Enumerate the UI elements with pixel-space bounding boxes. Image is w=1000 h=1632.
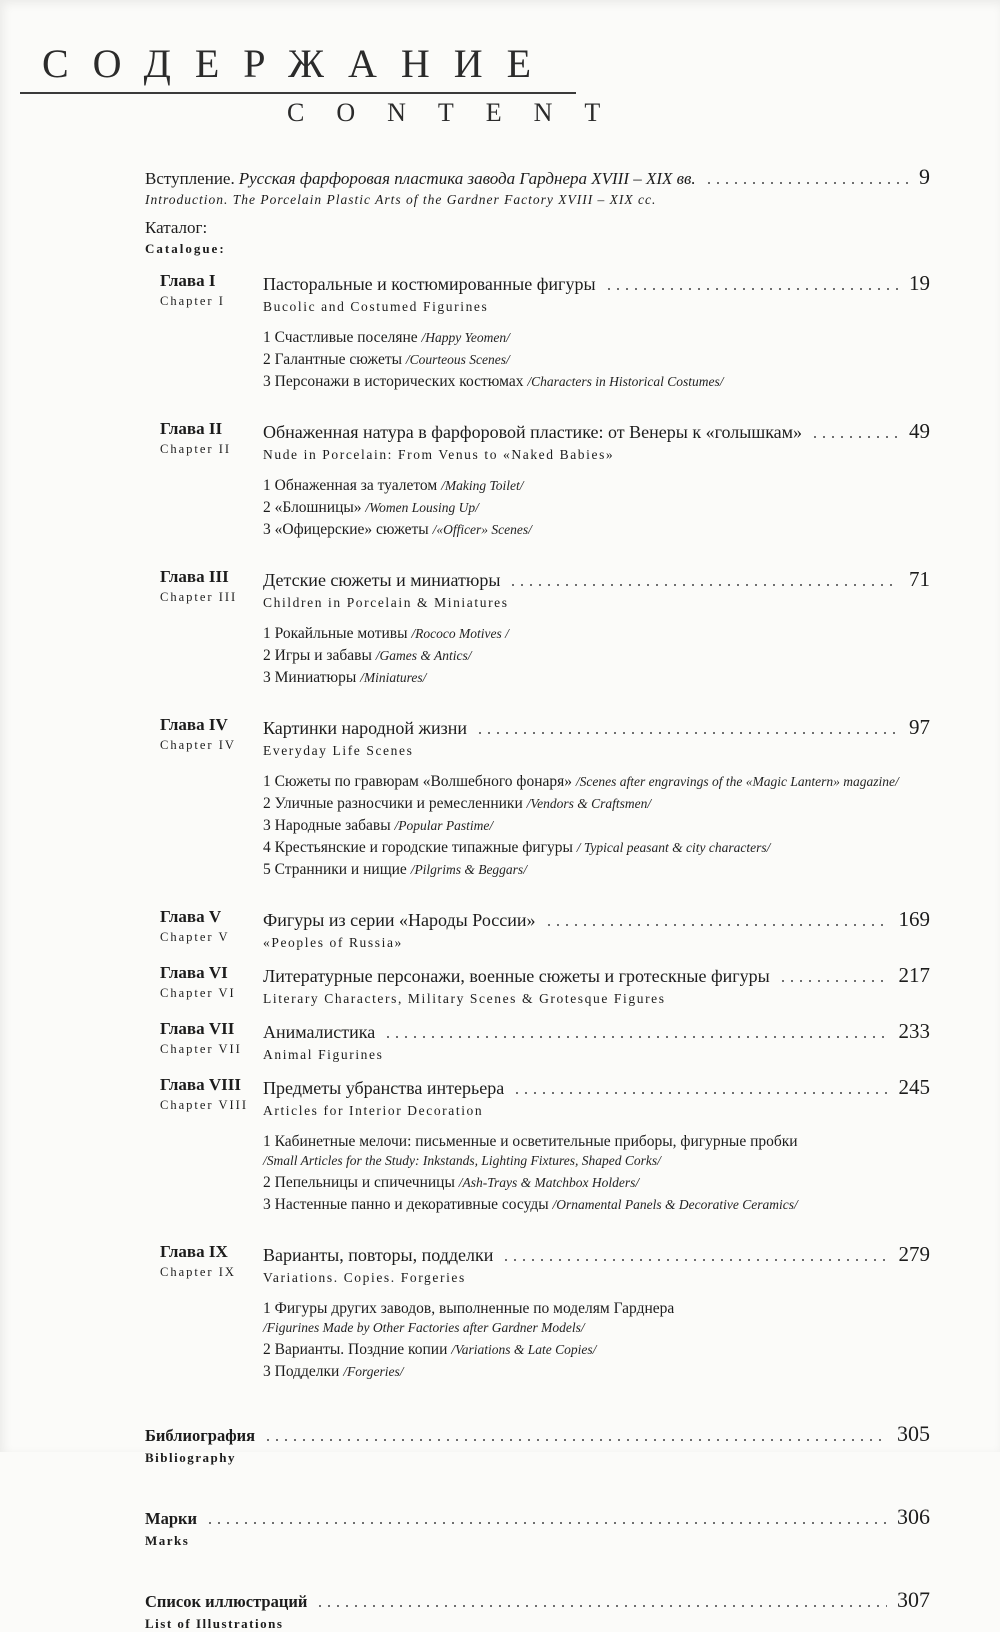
- intro-row: [145, 164, 930, 190]
- subitem-list: [263, 1298, 930, 1382]
- subitem-text-ru: 2 Игры и забавы: [263, 647, 372, 664]
- leader-dots: [505, 1259, 888, 1261]
- intro-entry: [145, 164, 930, 208]
- chapter-main: [263, 715, 930, 881]
- footer-label-ru: Библиография: [145, 1426, 256, 1445]
- subitem: [263, 497, 930, 518]
- subitem-text-en: /Happy Yeomen/: [421, 330, 510, 345]
- page-number: 245: [898, 1075, 930, 1099]
- footer-label-en: Marks: [145, 1533, 190, 1548]
- footer-label-en: Bibliography: [145, 1450, 236, 1465]
- page-header: [0, 42, 1000, 128]
- chapter-title-row: [263, 907, 930, 932]
- chapter-entry-6: [160, 963, 930, 1007]
- chapter-title-en: «Peoples of Russia»: [263, 935, 403, 950]
- subitem-text-en: /Figurines Made by Other Factories after Gardner Models/: [263, 1320, 585, 1335]
- subitem-list: [263, 327, 930, 392]
- chapter-label-en: Chapter VII: [160, 1042, 242, 1056]
- page-number: 305: [897, 1421, 930, 1446]
- chapter-label-ru: Глава II: [160, 419, 223, 438]
- subitem-text-en: /Making Toilet/: [441, 478, 524, 493]
- chapter-title-ru: Фигуры из серии «Народы России»: [263, 910, 536, 930]
- chapter-title-row: [263, 715, 930, 740]
- chapter-entry-4: [160, 715, 930, 881]
- subitem: [263, 475, 930, 496]
- chapter-entry-2: [160, 419, 930, 541]
- chapter-label-ru: Глава VII: [160, 1019, 235, 1038]
- leader-dots: [479, 732, 899, 734]
- intro-line-en: Introduction. The Porcelain Plastic Arts of the Gardner Factory XVIII – XIX cc.: [145, 192, 657, 207]
- subitem: [263, 1361, 930, 1382]
- subitem-text-en: /Popular Pastime/: [394, 818, 494, 833]
- subitem: [263, 667, 930, 688]
- page-number: 97: [909, 715, 930, 739]
- chapter-title-en: Children in Porcelain & Miniatures: [263, 595, 509, 610]
- subitem-text-ru: 2 Пепельницы и спичечницы: [263, 1174, 455, 1191]
- chapter-label: [160, 271, 263, 393]
- chapter-title-en: Variations. Copies. Forgeries: [263, 1270, 466, 1285]
- subitem-text-ru: 5 Странники и нищие: [263, 861, 407, 878]
- subitem: [263, 519, 930, 540]
- chapter-label-ru: Глава I: [160, 271, 216, 290]
- leader-dots: [267, 1439, 887, 1441]
- chapter-main: [263, 1075, 930, 1216]
- subitem-text-ru: 2 «Блошницы»: [263, 499, 362, 516]
- chapter-label: [160, 715, 263, 881]
- subitem-text-ru: 3 Народные забавы: [263, 817, 391, 834]
- chapter-label-en: Chapter VIII: [160, 1098, 248, 1112]
- footer-label-ru: Список иллюстраций: [145, 1592, 308, 1611]
- chapter-label: [160, 963, 263, 1007]
- subitem: [263, 645, 930, 666]
- subitem-text-en: /Scenes after engravings of the «Magic Lantern» magazine/: [575, 774, 899, 789]
- chapter-title-en: Everyday Life Scenes: [263, 743, 414, 758]
- footer-label-ru: Марки: [145, 1509, 198, 1528]
- chapter-title-ru: Детские сюжеты и миниатюры: [263, 570, 501, 590]
- chapter-entry-7: [160, 1019, 930, 1063]
- subitem: [263, 1339, 930, 1360]
- subitem-text-ru: 3 Миниатюры: [263, 669, 357, 686]
- page-number: 9: [919, 164, 930, 189]
- chapter-label-en: Chapter III: [160, 590, 238, 604]
- chapter-label-ru: Глава VI: [160, 963, 228, 982]
- chapter-title-ru: Картинки народной жизни: [263, 718, 468, 738]
- footer-row: [145, 1421, 930, 1447]
- chapter-title-ru: Литературные персонажи, военные сюжеты и гротескные фигуры: [263, 966, 770, 986]
- subitem: [263, 771, 930, 792]
- chapter-title-row: [263, 567, 930, 592]
- subitem-text-en: /Ornamental Panels & Decorative Ceramics/: [552, 1197, 798, 1212]
- subitem-text-ru: 1 Счастливые поселяне: [263, 329, 418, 346]
- chapter-main: [263, 1019, 930, 1063]
- subitem-text-ru: 3 «Офицерские» сюжеты: [263, 521, 429, 538]
- page-title-english: CONTENT: [287, 98, 633, 127]
- chapter-entry-1: [160, 271, 930, 393]
- chapter-title-ru: Пасторальные и костюмированные фигуры: [263, 274, 596, 294]
- chapter-label-ru: Глава VIII: [160, 1075, 241, 1094]
- leader-dots: [387, 1036, 888, 1038]
- leader-dots: [516, 1092, 888, 1094]
- subitem-text-en: /Vendors & Craftsmen/: [526, 796, 652, 811]
- catalogue-label-ru: Каталог:: [145, 218, 208, 237]
- subitem-text-en: /Courteous Scenes/: [405, 352, 510, 367]
- subitem-list: [263, 1131, 930, 1215]
- page-number: 49: [909, 419, 930, 443]
- illustrations-entry: [145, 1587, 930, 1632]
- chapter-label-en: Chapter I: [160, 294, 225, 308]
- chapter-label-ru: Глава IX: [160, 1242, 228, 1261]
- chapter-label-en: Chapter IX: [160, 1265, 236, 1279]
- chapter-label-en: Chapter II: [160, 442, 232, 456]
- subitem: [263, 623, 930, 644]
- header-rule: [20, 92, 576, 94]
- chapter-label: [160, 907, 263, 951]
- subitem: [263, 349, 930, 370]
- subitem-text-en: /Pilgrims & Beggars/: [410, 862, 527, 877]
- subitem: [263, 1172, 930, 1193]
- page-number: 169: [898, 907, 930, 931]
- chapter-title-en: Animal Figurines: [263, 1047, 384, 1062]
- subitem-text-ru: 3 Настенные панно и декоративные сосуды: [263, 1196, 549, 1213]
- subitem-text-en: / Typical peasant & city characters/: [576, 840, 771, 855]
- page-number: 306: [897, 1504, 930, 1529]
- chapter-entry-3: [160, 567, 930, 689]
- subitem-text-ru: 1 Кабинетные мелочи: письменные и осветительные приборы, фигурные пробки: [263, 1133, 798, 1150]
- subitem-text-ru: 2 Галантные сюжеты: [263, 351, 403, 368]
- chapter-list: [145, 271, 930, 1383]
- chapter-entry-9: [160, 1242, 930, 1383]
- chapter-main: [263, 907, 930, 951]
- chapter-title-ru: Обнаженная натура в фарфоровой пластике: от Венеры к «голышкам»: [263, 422, 803, 442]
- chapter-title-row: [263, 1075, 930, 1100]
- page-number: 71: [909, 567, 930, 591]
- page-number: 233: [898, 1019, 930, 1043]
- subitem-text-en: /Rococo Motives /: [411, 626, 509, 641]
- chapter-label: [160, 1075, 263, 1216]
- subitem-text-ru: 1 Рокайльные мотивы: [263, 625, 408, 642]
- chapter-label-ru: Глава V: [160, 907, 222, 926]
- leader-dots: [608, 288, 899, 290]
- subitem-text-ru: 1 Фигуры других заводов, выполненные по моделям Гарднера: [263, 1300, 675, 1317]
- intro-title-ru: Русская фарфоровая пластика завода Гарднера XVIII – XIX вв.: [238, 169, 696, 188]
- chapter-label: [160, 1242, 263, 1383]
- chapter-title-row: [263, 419, 930, 444]
- leader-dots: [512, 584, 899, 586]
- subitem: [263, 859, 930, 880]
- chapter-title-ru: Предметы убранства интерьера: [263, 1078, 505, 1098]
- chapter-title-en: Articles for Interior Decoration: [263, 1103, 484, 1118]
- subitem: [263, 1194, 930, 1215]
- chapter-title-row: [263, 963, 930, 988]
- chapter-title-en: Bucolic and Costumed Figurines: [263, 299, 489, 314]
- subitem-text-ru: 3 Подделки: [263, 1363, 340, 1380]
- chapter-title-row: [263, 1019, 930, 1044]
- chapter-title-ru: Анималистика: [263, 1022, 376, 1042]
- chapter-label-en: Chapter IV: [160, 738, 236, 752]
- page-number: 217: [898, 963, 930, 987]
- subitem-text-en: /Characters in Historical Costumes/: [527, 374, 724, 389]
- catalogue-heading: [145, 218, 930, 257]
- chapter-main: [263, 567, 930, 689]
- subitem-text-en: /Forgeries/: [343, 1364, 404, 1379]
- subitem-text-en: /Women Lousing Up/: [365, 500, 479, 515]
- chapter-entry-5: [160, 907, 930, 951]
- subitem: [263, 793, 930, 814]
- subitem: [263, 837, 930, 858]
- page-number: 19: [909, 271, 930, 295]
- chapter-label: [160, 419, 263, 541]
- page-title-russian: СОДЕРЖАНИЕ: [42, 41, 556, 86]
- leader-dots: [209, 1522, 887, 1524]
- subitem-list: [263, 623, 930, 688]
- chapter-entry-8: [160, 1075, 930, 1216]
- leader-dots: [708, 182, 909, 184]
- page-number: 279: [898, 1242, 930, 1266]
- table-of-contents: [145, 164, 930, 1632]
- subitem-text-en: /Small Articles for the Study: Inkstands, Lighting Fixtures, Shaped Corks/: [263, 1153, 661, 1168]
- chapter-title-en: Literary Characters, Military Scenes & Grotesque Figures: [263, 991, 666, 1006]
- subitem-list: [263, 771, 930, 880]
- subitem-text-ru: 2 Варианты. Поздние копии: [263, 1341, 448, 1358]
- subitem-text-ru: 4 Крестьянские и городские типажные фигуры: [263, 839, 573, 856]
- leader-dots: [814, 436, 899, 438]
- chapter-title-en: Nude in Porcelain: From Venus to «Naked Babies»: [263, 447, 615, 462]
- subitem-text-ru: 1 Сюжеты по гравюрам «Волшебного фонаря»: [263, 773, 573, 790]
- chapter-label: [160, 1019, 263, 1063]
- subitem-text-en: /Games & Antics/: [375, 648, 472, 663]
- chapter-title-row: [263, 1242, 930, 1267]
- marks-entry: [145, 1504, 930, 1549]
- chapter-title-row: [263, 271, 930, 296]
- footer-label-en: List of Illustrations: [145, 1616, 284, 1631]
- chapter-label-en: Chapter VI: [160, 986, 236, 1000]
- subitem-text-en: /«Officer» Scenes/: [432, 522, 532, 537]
- subitem: [263, 371, 930, 392]
- subitem-text-ru: 3 Персонажи в исторических костюмах: [263, 373, 524, 390]
- bibliography-entry: [145, 1421, 930, 1466]
- intro-label-ru: Вступление.: [145, 169, 235, 188]
- chapter-label-en: Chapter V: [160, 930, 230, 944]
- chapter-label-ru: Глава IV: [160, 715, 228, 734]
- chapter-main: [263, 419, 930, 541]
- chapter-main: [263, 1242, 930, 1383]
- leader-dots: [782, 980, 889, 982]
- leader-dots: [319, 1605, 887, 1607]
- chapter-title-ru: Варианты, повторы, подделки: [263, 1245, 494, 1265]
- chapter-main: [263, 963, 930, 1007]
- subitem-text-en: /Miniatures/: [360, 670, 427, 685]
- subitem: [263, 815, 930, 836]
- subitem: [263, 1131, 930, 1170]
- catalogue-label-en: Catalogue:: [145, 241, 226, 256]
- footer-row: [145, 1587, 930, 1613]
- subitem: [263, 327, 930, 348]
- subitem-text-ru: 1 Обнаженная за туалетом: [263, 477, 438, 494]
- chapter-label: [160, 567, 263, 689]
- subitem-text-en: /Ash-Trays & Matchbox Holders/: [458, 1175, 640, 1190]
- page-number: 307: [897, 1587, 930, 1612]
- subitem: [263, 1298, 930, 1337]
- chapter-main: [263, 271, 930, 393]
- subitem-text-en: /Variations & Late Copies/: [451, 1342, 597, 1357]
- subitem-text-ru: 2 Уличные разносчики и ремесленники: [263, 795, 523, 812]
- footer-row: [145, 1504, 930, 1530]
- leader-dots: [548, 924, 889, 926]
- chapter-label-ru: Глава III: [160, 567, 229, 586]
- subitem-list: [263, 475, 930, 540]
